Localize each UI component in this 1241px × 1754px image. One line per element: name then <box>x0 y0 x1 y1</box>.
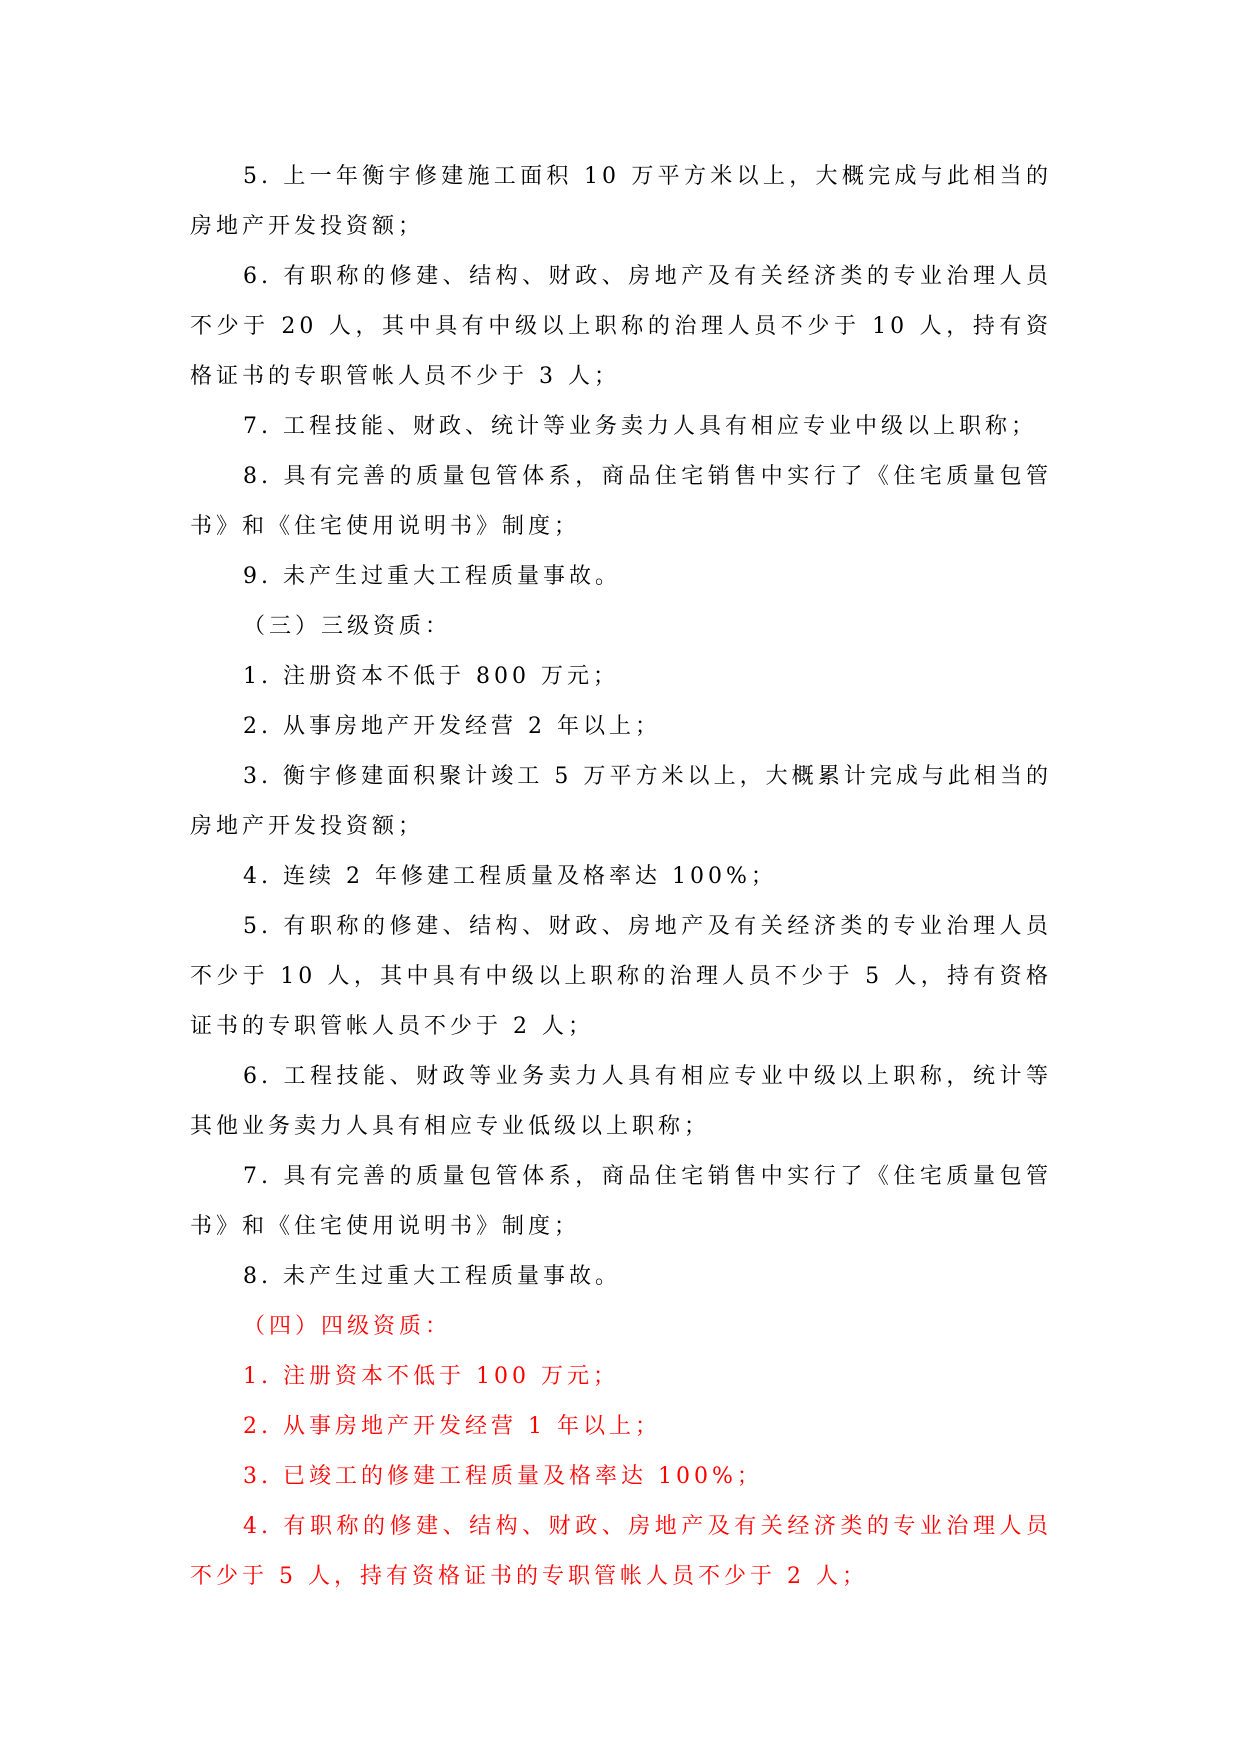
paragraph-grade2-item5: 5. 上一年衡宇修建施工面积 10 万平方米以上，大概完成与此相当的房地产开发投资额； <box>190 164 1052 239</box>
section-heading-grade3: （三）三级资质： <box>243 614 452 639</box>
paragraph-grade3-item8: 8. 未产生过重大工程质量事故。 <box>243 1264 621 1289</box>
paragraph-grade2-item9: 9. 未产生过重大工程质量事故。 <box>243 564 621 589</box>
paragraph-grade4-item4: 4. 有职称的修建、结构、财政、房地产及有关经济类的专业治理人员不少于 5 人，持有资格证书的专职管帐人员不少于 2 人； <box>190 1514 1052 1589</box>
paragraph-grade3-item5: 5. 有职称的修建、结构、财政、房地产及有关经济类的专业治理人员不少于 10 人，其中具有中级以上职称的治理人员不少于 5 人，持有资格证书的专职管帐人员不少于 2 人； <box>190 914 1052 1039</box>
paragraph-grade2-item8: 8. 具有完善的质量包管体系，商品住宅销售中实行了《住宅质量包管书》和《住宅使用说明书》制度； <box>190 464 1052 539</box>
section-heading-grade4: （四）四级资质： <box>243 1314 452 1339</box>
paragraph-grade4-item1: 1. 注册资本不低于 100 万元； <box>243 1364 619 1389</box>
paragraph-grade4-item2: 2. 从事房地产开发经营 1 年以上； <box>243 1414 661 1439</box>
paragraph-grade2-item6: 6. 有职称的修建、结构、财政、房地产及有关经济类的专业治理人员不少于 20 人，其中具有中级以上职称的治理人员不少于 10 人，持有资格证书的专职管帐人员不少于 3 人； <box>190 264 1052 389</box>
paragraph-grade4-item3: 3. 已竣工的修建工程质量及格率达 100%； <box>243 1464 763 1489</box>
paragraph-grade3-item6: 6. 工程技能、财政等业务卖力人具有相应专业中级以上职称，统计等其他业务卖力人具有相应专业低级以上职称； <box>190 1064 1052 1139</box>
paragraph-grade3-item1: 1. 注册资本不低于 800 万元； <box>243 664 619 689</box>
paragraph-grade3-item3: 3. 衡宇修建面积聚计竣工 5 万平方米以上，大概累计完成与此相当的房地产开发投资额； <box>190 764 1052 839</box>
paragraph-grade3-item2: 2. 从事房地产开发经营 2 年以上； <box>243 714 661 739</box>
document-body <box>190 152 1052 1602</box>
paragraph-grade2-item7: 7. 工程技能、财政、统计等业务卖力人具有相应专业中级以上职称； <box>243 414 1037 439</box>
paragraph-grade3-item4: 4. 连续 2 年修建工程质量及格率达 100%； <box>243 864 777 889</box>
paragraph-grade3-item7: 7. 具有完善的质量包管体系，商品住宅销售中实行了《住宅质量包管书》和《住宅使用说明书》制度； <box>190 1164 1052 1239</box>
